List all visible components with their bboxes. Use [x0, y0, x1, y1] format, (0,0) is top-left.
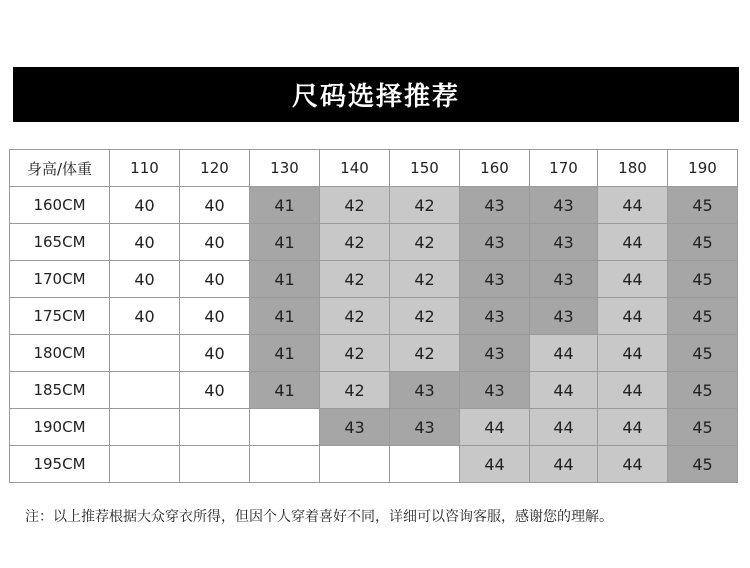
size-cell: 45 — [668, 372, 738, 409]
size-cell: 40 — [180, 335, 250, 372]
table-row — [10, 224, 738, 261]
size-cell — [110, 446, 180, 483]
size-cell: 45 — [668, 298, 738, 335]
size-cell — [250, 409, 320, 446]
size-cell: 44 — [598, 335, 668, 372]
size-cell: 45 — [668, 261, 738, 298]
size-cell: 43 — [460, 372, 530, 409]
table-row — [10, 409, 738, 446]
table-row — [10, 372, 738, 409]
size-cell — [110, 372, 180, 409]
weight-header: 130 — [250, 150, 320, 187]
size-cell: 40 — [110, 261, 180, 298]
size-cell — [110, 335, 180, 372]
size-cell: 45 — [668, 187, 738, 224]
height-label: 195CM — [10, 446, 110, 483]
size-cell: 42 — [320, 187, 390, 224]
size-cell: 44 — [598, 298, 668, 335]
table-row — [10, 446, 738, 483]
weight-header: 150 — [390, 150, 460, 187]
size-cell: 44 — [530, 335, 598, 372]
weight-header: 120 — [180, 150, 250, 187]
size-cell: 42 — [320, 372, 390, 409]
size-cell: 42 — [390, 224, 460, 261]
height-label: 170CM — [10, 261, 110, 298]
size-cell: 44 — [530, 409, 598, 446]
size-cell: 41 — [250, 335, 320, 372]
size-cell: 44 — [598, 261, 668, 298]
height-label: 160CM — [10, 187, 110, 224]
size-cell: 43 — [390, 409, 460, 446]
size-cell: 45 — [668, 409, 738, 446]
size-cell: 40 — [180, 187, 250, 224]
footnote: 注：以上推荐根据大众穿衣所得，但因个人穿着喜好不同，详细可以咨询客服，感谢您的理解。 — [25, 509, 613, 525]
size-cell: 44 — [598, 446, 668, 483]
table-row — [10, 187, 738, 224]
size-cell: 43 — [530, 187, 598, 224]
size-cell: 40 — [180, 298, 250, 335]
size-cell: 40 — [110, 224, 180, 261]
size-cell: 43 — [460, 224, 530, 261]
weight-header: 190 — [668, 150, 738, 187]
size-cell — [180, 446, 250, 483]
size-cell: 43 — [320, 409, 390, 446]
size-cell: 40 — [180, 224, 250, 261]
height-label: 185CM — [10, 372, 110, 409]
size-cell: 45 — [668, 446, 738, 483]
weight-header: 110 — [110, 150, 180, 187]
page-title: 尺码选择推荐 — [291, 82, 460, 112]
size-cell: 42 — [320, 261, 390, 298]
weight-header: 180 — [598, 150, 668, 187]
size-cell: 44 — [530, 372, 598, 409]
weight-header: 140 — [320, 150, 390, 187]
size-cell — [180, 409, 250, 446]
size-cell: 41 — [250, 372, 320, 409]
size-cell: 41 — [250, 261, 320, 298]
size-cell: 43 — [460, 298, 530, 335]
size-cell: 42 — [390, 187, 460, 224]
size-cell: 43 — [530, 224, 598, 261]
size-cell: 41 — [250, 187, 320, 224]
size-cell: 42 — [320, 335, 390, 372]
height-label: 165CM — [10, 224, 110, 261]
height-label: 175CM — [10, 298, 110, 335]
size-cell: 44 — [598, 372, 668, 409]
size-cell: 40 — [110, 298, 180, 335]
table-row — [10, 261, 738, 298]
size-cell: 41 — [250, 224, 320, 261]
size-cell: 44 — [460, 409, 530, 446]
size-cell — [110, 409, 180, 446]
size-cell: 44 — [598, 187, 668, 224]
page-title-banner — [13, 67, 739, 122]
table-header-row — [10, 150, 738, 187]
size-cell: 40 — [180, 261, 250, 298]
size-cell: 43 — [530, 261, 598, 298]
size-cell: 45 — [668, 224, 738, 261]
size-cell: 42 — [320, 298, 390, 335]
size-cell: 44 — [460, 446, 530, 483]
size-cell: 44 — [598, 224, 668, 261]
size-cell: 43 — [530, 298, 598, 335]
size-cell: 40 — [110, 187, 180, 224]
size-cell: 43 — [390, 372, 460, 409]
size-cell: 42 — [390, 298, 460, 335]
weight-header: 160 — [460, 150, 530, 187]
size-cell — [250, 446, 320, 483]
size-cell: 41 — [250, 298, 320, 335]
size-cell: 42 — [390, 261, 460, 298]
size-cell: 44 — [598, 409, 668, 446]
size-chart-table — [9, 149, 738, 483]
size-cell: 43 — [460, 261, 530, 298]
size-cell — [320, 446, 390, 483]
corner-header: 身高/体重 — [10, 150, 110, 187]
table-row — [10, 335, 738, 372]
size-cell: 40 — [180, 372, 250, 409]
table-row — [10, 298, 738, 335]
size-cell: 43 — [460, 187, 530, 224]
size-cell: 43 — [460, 335, 530, 372]
size-cell: 44 — [530, 446, 598, 483]
height-label: 190CM — [10, 409, 110, 446]
weight-header: 170 — [530, 150, 598, 187]
size-cell — [390, 446, 460, 483]
size-cell: 42 — [320, 224, 390, 261]
size-cell: 42 — [390, 335, 460, 372]
size-cell: 45 — [668, 335, 738, 372]
height-label: 180CM — [10, 335, 110, 372]
